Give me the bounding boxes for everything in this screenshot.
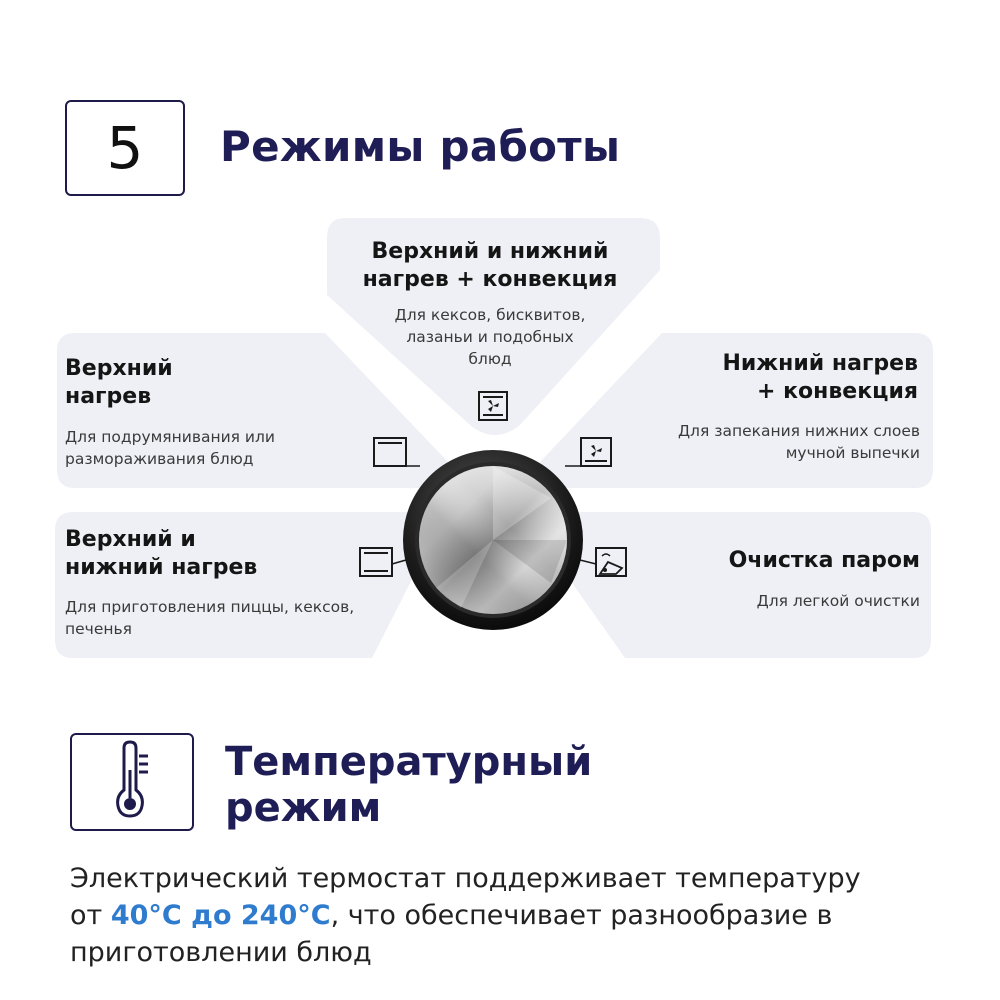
oven-mode-knob[interactable]	[401, 448, 585, 632]
section-number: 5	[106, 114, 144, 182]
mode-desc-top-bottom-convection: Для кексов, бисквитов, лазаньи и подобных блюд	[394, 306, 586, 368]
section-title-modes: Режимы работы	[220, 122, 621, 171]
mode-title-steam-clean: Очистка паром	[728, 548, 920, 573]
mode-title-top-bottom-convection: Верхний и нижний нагрев + конвекция	[362, 239, 618, 292]
card-shape-right-bottom	[560, 512, 931, 658]
mode-desc-bottom-convection: Для запекания нижних слоев мучной выпечки	[677, 422, 920, 462]
temperature-range: 40°C до 240°C	[110, 900, 331, 931]
mode-desc-steam-clean: Для легкой очистки	[756, 592, 920, 610]
section-title-temperature: Температурный режим	[225, 739, 593, 831]
top-bottom-fan-icon	[477, 390, 509, 422]
mode-title-bottom-convection: Нижний нагрев + конвекция	[722, 351, 918, 404]
mode-title-top-heat: Верхний нагрев	[65, 356, 173, 409]
mode-title-top-bottom-heat: Верхний и нижний нагрев	[65, 527, 258, 580]
temperature-description: Электрический термостат поддерживает температуру от 40°C до 240°C, что обеспечивает разнообразие в приготовлении блюд	[70, 863, 861, 968]
mode-desc-top-bottom-heat: Для приготовления пиццы, кексов, печенья	[65, 598, 355, 638]
thermometer-box	[70, 733, 194, 831]
steam-clean-icon	[578, 546, 628, 580]
thermometer-icon	[104, 740, 160, 824]
mode-desc-top-heat: Для подрумянивания или размораживания блюд	[65, 428, 275, 468]
